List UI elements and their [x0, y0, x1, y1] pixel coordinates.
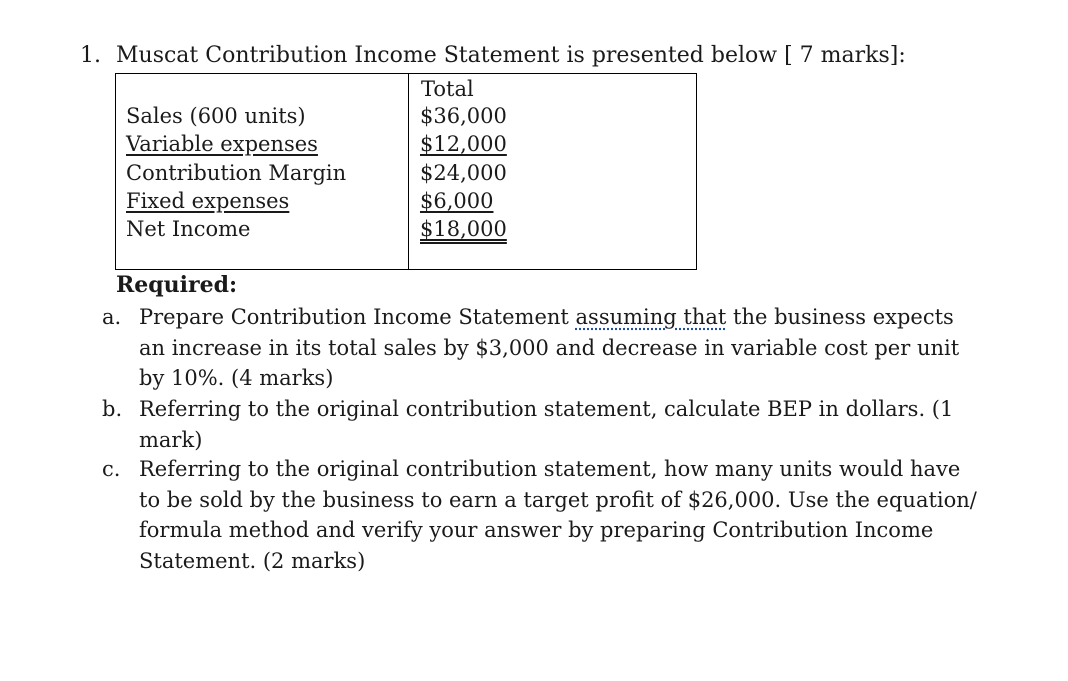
required-item-c [102, 454, 982, 576]
column-divider [408, 74, 409, 269]
item-marker-b: b. [102, 397, 123, 421]
item-text-a [139, 302, 982, 394]
row-value-contribution-margin: $24,000 [420, 161, 507, 185]
row-label-contribution-margin: Contribution Margin [126, 161, 347, 185]
required-item-b [102, 394, 982, 455]
income-statement-table [115, 73, 697, 270]
column-header-total: Total [421, 77, 474, 101]
row-label-fixed-expenses: Fixed expenses [126, 189, 290, 213]
required-heading: Required: [116, 272, 238, 298]
question-number: 1. [80, 43, 101, 68]
row-value-variable-expenses: $12,000 [420, 132, 507, 156]
required-item-a [102, 302, 982, 394]
grammar-flagged-phrase: assuming that [575, 305, 727, 329]
row-label-net-income: Net Income [126, 217, 251, 241]
question-title: Muscat Contribution Income Statement is presented below [ 7 marks]: [116, 43, 906, 68]
item-text-c: Referring to the original contribution statement, how many units would have to be sold by the business to earn a target profit of $26,000. Use the equation/ formula method and verify your answer by preparing Contribution Income Statement. (2 marks) [139, 457, 977, 573]
row-label-variable-expenses: Variable expenses [126, 132, 318, 156]
row-value-fixed-expenses: $6,000 [420, 189, 494, 213]
item-text-a-part2: the business expects an increase in its total sales by $3,000 and decrease in variable cost per unit by 10%. (4 marks) [139, 305, 960, 390]
item-marker-a: a. [102, 305, 122, 329]
item-text-b: Referring to the original contribution statement, calculate BEP in dollars. (1 mark) [139, 397, 954, 452]
item-text-a-part1: Prepare Contribution Income Statement [139, 305, 576, 329]
row-label-sales: Sales (600 units) [126, 104, 306, 128]
item-marker-c: c. [102, 457, 121, 481]
question-heading [80, 43, 906, 68]
row-value-net-income: $18,000 [420, 217, 507, 241]
row-value-sales: $36,000 [420, 104, 507, 128]
